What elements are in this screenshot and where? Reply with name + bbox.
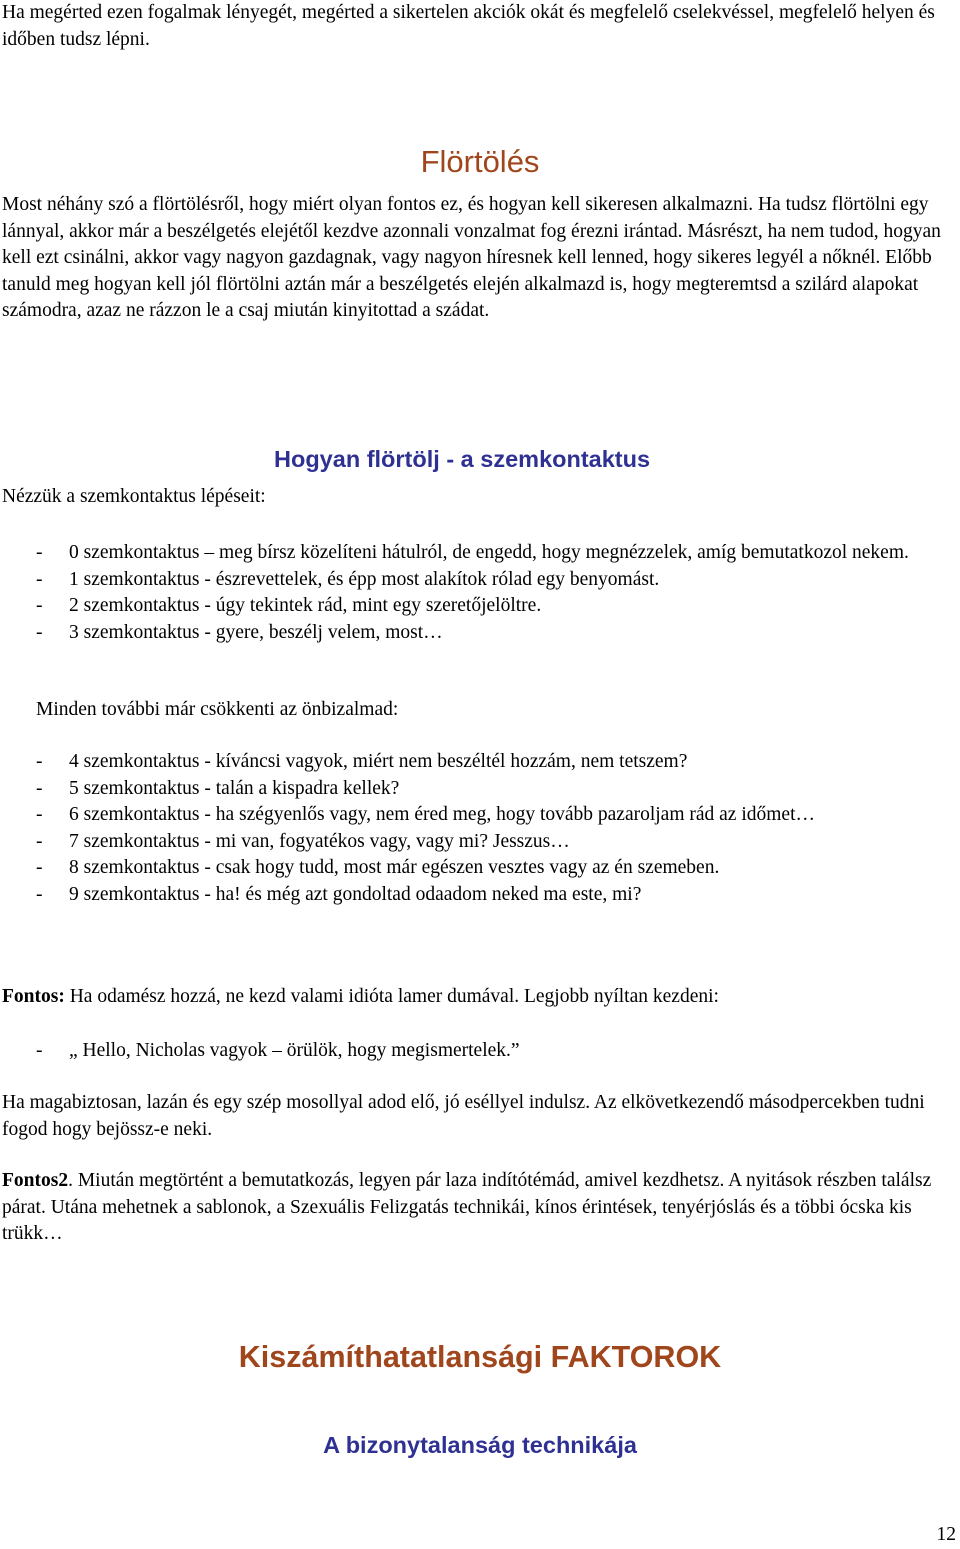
list-item: - 9 szemkontaktus - ha! és még azt gondoltad odaadom neked ma este, mi? xyxy=(36,882,936,909)
steps-list-2 xyxy=(36,749,936,908)
heading-kiszamithatatlansagi: Kiszámíthatatlansági FAKTOROK xyxy=(238,1340,722,1375)
heading-szemkontaktus: Hogyan flörtölj - a szemkontaktus xyxy=(274,445,651,472)
quote-list xyxy=(36,1038,936,1065)
steps-intro: Nézzük a szemkontaktus lépéseit: xyxy=(2,486,266,507)
fontos-paragraph xyxy=(2,984,957,1011)
paragraph-flortoles: Most néhány szó a flörtölésről, hogy miért olyan fontos ez, és hogyan kell sikeresen alkalmazni. Ha tudsz flörtölni egy lánnyal, akkor már a beszélgetés elejétől kezdve azonnali vonzalmat fog érezni irántad. Másrészt, ha nem tudod, hogyan kell ezt csinálni, akkor vagy nagyon gazdagnak, vagy nagyon híresnek kell lenned, hogy sikeres legyél a nőknél. Előbb tanuld meg hogyan kell jól flörtölni aztán már a beszélgetés elején alkalmazd is, hogy megteremtsd a szilárd alapokat számodra, azaz ne rázzon le a csaj miután kinyitottad a szádat. xyxy=(2,194,941,321)
fontos-text: Ha odamész hozzá, ne kezd valami idióta lamer dumával. Legjobb nyíltan kezdeni: xyxy=(64,986,719,1007)
intro-paragraph: Ha megérted ezen fogalmak lényegét, megérted a sikertelen akciók okát és megfelelő cselekvéssel, megfelelő helyen és időben tudsz lépni. xyxy=(2,2,935,50)
heading-flortoles: Flörtölés xyxy=(420,143,540,179)
heading-bizonytalansag: A bizonytalanság technikája xyxy=(323,1431,637,1458)
list-item: - 1 szemkontaktus - észrevettelek, és épp most alakítok rólad egy benyomást. xyxy=(36,567,936,594)
list-item: - „ Hello, Nicholas vagyok – örülök, hogy megismertelek.” xyxy=(36,1038,936,1065)
fontos-label: Fontos: xyxy=(2,986,65,1007)
steps-list-1 xyxy=(36,540,936,646)
list-item: - 8 szemkontaktus - csak hogy tudd, most már egészen vesztes vagy az én szemeben. xyxy=(36,855,936,882)
fontos2-text: . Miután megtörtént a bemutatkozás, legyen pár laza indítótémád, amivel kezdhetsz. A nyitások részben találsz párat. Utána mehetnek a sablonok, a Szexuális Felizgatás technikái, kínos érintések, tenyérjóslás és a többi ócska kis trükk… xyxy=(2,1170,932,1244)
list-item: - 3 szemkontaktus - gyere, beszélj velem, most… xyxy=(36,620,936,647)
list-item: - 5 szemkontaktus - talán a kispadra kellek? xyxy=(36,776,936,803)
paragraph-confidence: Ha magabiztosan, lazán és egy szép mosollyal adod elő, jó eséllyel indulsz. Az elkövetkezendő másodpercekben tudni fogod hogy bejössz-e neki. xyxy=(2,1092,925,1140)
list-item: - 0 szemkontaktus – meg bírsz közelíteni hátulról, de engedd, hogy megnézzelek, amíg bemutatkozol nekem. xyxy=(36,540,936,567)
further-intro: Minden további már csökkenti az önbizalmad: xyxy=(36,699,399,720)
list-item: - 7 szemkontaktus - mi van, fogyatékos vagy, vagy mi? Jesszus… xyxy=(36,829,936,856)
list-item: - 4 szemkontaktus - kíváncsi vagyok, miért nem beszéltél hozzám, nem tetszem? xyxy=(36,749,936,776)
list-item: - 6 szemkontaktus - ha szégyenlős vagy, nem éred meg, hogy tovább pazaroljam rád az időmet… xyxy=(36,802,936,829)
fontos2-paragraph xyxy=(2,1168,957,1248)
page-number: 12 xyxy=(936,1524,956,1545)
fontos2-label: Fontos2 xyxy=(2,1170,69,1191)
list-item: - 2 szemkontaktus - úgy tekintek rád, mint egy szeretőjelöltre. xyxy=(36,593,936,620)
